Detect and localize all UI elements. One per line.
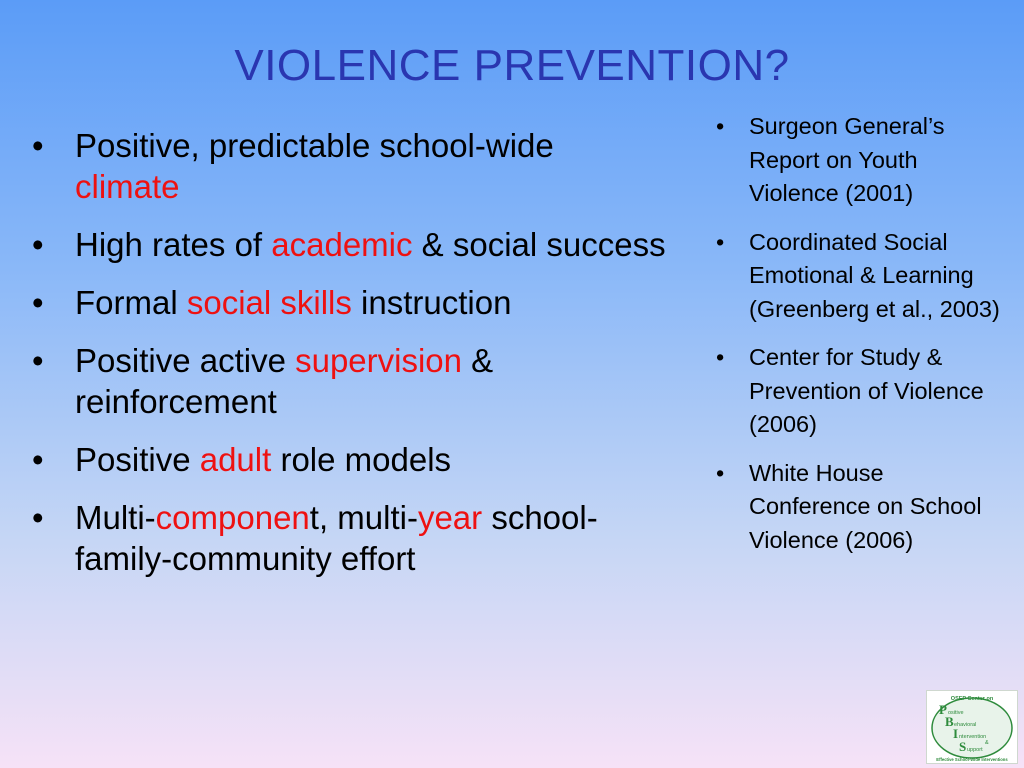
main-bullet-item bbox=[30, 125, 690, 207]
bullet-highlight: componen bbox=[155, 499, 310, 536]
bullet-text: Positive bbox=[75, 441, 200, 478]
bullet-icon: • bbox=[716, 113, 725, 139]
bullet-text: Positive active bbox=[75, 342, 296, 379]
logo-word-behavioral: ehavioral bbox=[954, 722, 977, 728]
main-bullet-item bbox=[30, 224, 690, 265]
logo-letter-s: S bbox=[959, 739, 967, 754]
logo-word-intervention: ntervention bbox=[959, 734, 987, 740]
logo-word-and: & bbox=[985, 740, 989, 746]
bullet-icon: • bbox=[32, 284, 44, 321]
logo-word-positive: ositive bbox=[948, 710, 964, 716]
reference-item bbox=[712, 457, 1002, 558]
bullet-icon: • bbox=[32, 342, 44, 379]
reference-item bbox=[712, 226, 1002, 327]
pbis-logo bbox=[926, 690, 1018, 764]
bullet-highlight: year bbox=[417, 499, 483, 536]
slide-title: VIOLENCE PREVENTION? bbox=[234, 41, 790, 90]
bullet-text: Positive, predictable school-wide bbox=[75, 127, 554, 164]
main-bullet-item bbox=[30, 340, 690, 422]
bullet-icon: • bbox=[32, 127, 44, 164]
main-bullet-item bbox=[30, 439, 690, 480]
bullet-icon: • bbox=[716, 228, 725, 255]
bullet-text: High rates of bbox=[75, 226, 272, 263]
reference-text: White House Conference on School Violence (2006) bbox=[749, 459, 982, 553]
reference-text: Coordinated Social Emotional & Learning (Greenberg et al., 2003) bbox=[749, 228, 1000, 322]
reference-item bbox=[712, 341, 1002, 442]
bullet-text: role models bbox=[271, 441, 452, 478]
bullet-icon: • bbox=[716, 459, 725, 486]
bullet-text: school-family-community effort bbox=[75, 499, 598, 577]
bullet-text: Formal bbox=[75, 284, 187, 321]
bullet-highlight: adult bbox=[199, 441, 272, 478]
logo-letter-b: B bbox=[945, 714, 954, 729]
reference-bullet-list bbox=[712, 110, 1002, 572]
pbis-logo-graphic bbox=[927, 691, 1017, 763]
reference-item bbox=[712, 110, 1002, 211]
main-bullet-item bbox=[30, 497, 690, 579]
main-bullet-list bbox=[30, 125, 690, 596]
main-bullet-item bbox=[30, 282, 690, 323]
reference-text: Surgeon General’s Report on Youth Violence (2001) bbox=[749, 113, 945, 206]
bullet-text: & reinforcement bbox=[75, 342, 494, 420]
bullet-text: & social success bbox=[412, 226, 666, 263]
bullet-icon: • bbox=[32, 499, 44, 536]
bullet-icon: • bbox=[716, 344, 725, 370]
logo-bottom-text: Effective School-Wide Interventions bbox=[936, 757, 1008, 762]
logo-letter-p: P bbox=[939, 702, 947, 717]
bullet-highlight: academic bbox=[271, 226, 413, 263]
bullet-text: t, multi- bbox=[309, 499, 418, 536]
bullet-highlight: climate bbox=[75, 168, 180, 205]
bullet-icon: • bbox=[32, 441, 44, 478]
bullet-text: instruction bbox=[351, 284, 512, 321]
bullet-icon: • bbox=[32, 226, 44, 263]
bullet-highlight: supervision bbox=[295, 342, 463, 379]
bullet-text: Multi- bbox=[75, 499, 156, 536]
logo-word-support: upport bbox=[967, 747, 983, 753]
bullet-highlight: social skills bbox=[186, 284, 352, 321]
logo-top-text: OSEP Center on bbox=[950, 696, 994, 702]
logo-letter-i: I bbox=[953, 726, 959, 741]
reference-text: Center for Study & Prevention of Violence (2006) bbox=[749, 344, 984, 437]
